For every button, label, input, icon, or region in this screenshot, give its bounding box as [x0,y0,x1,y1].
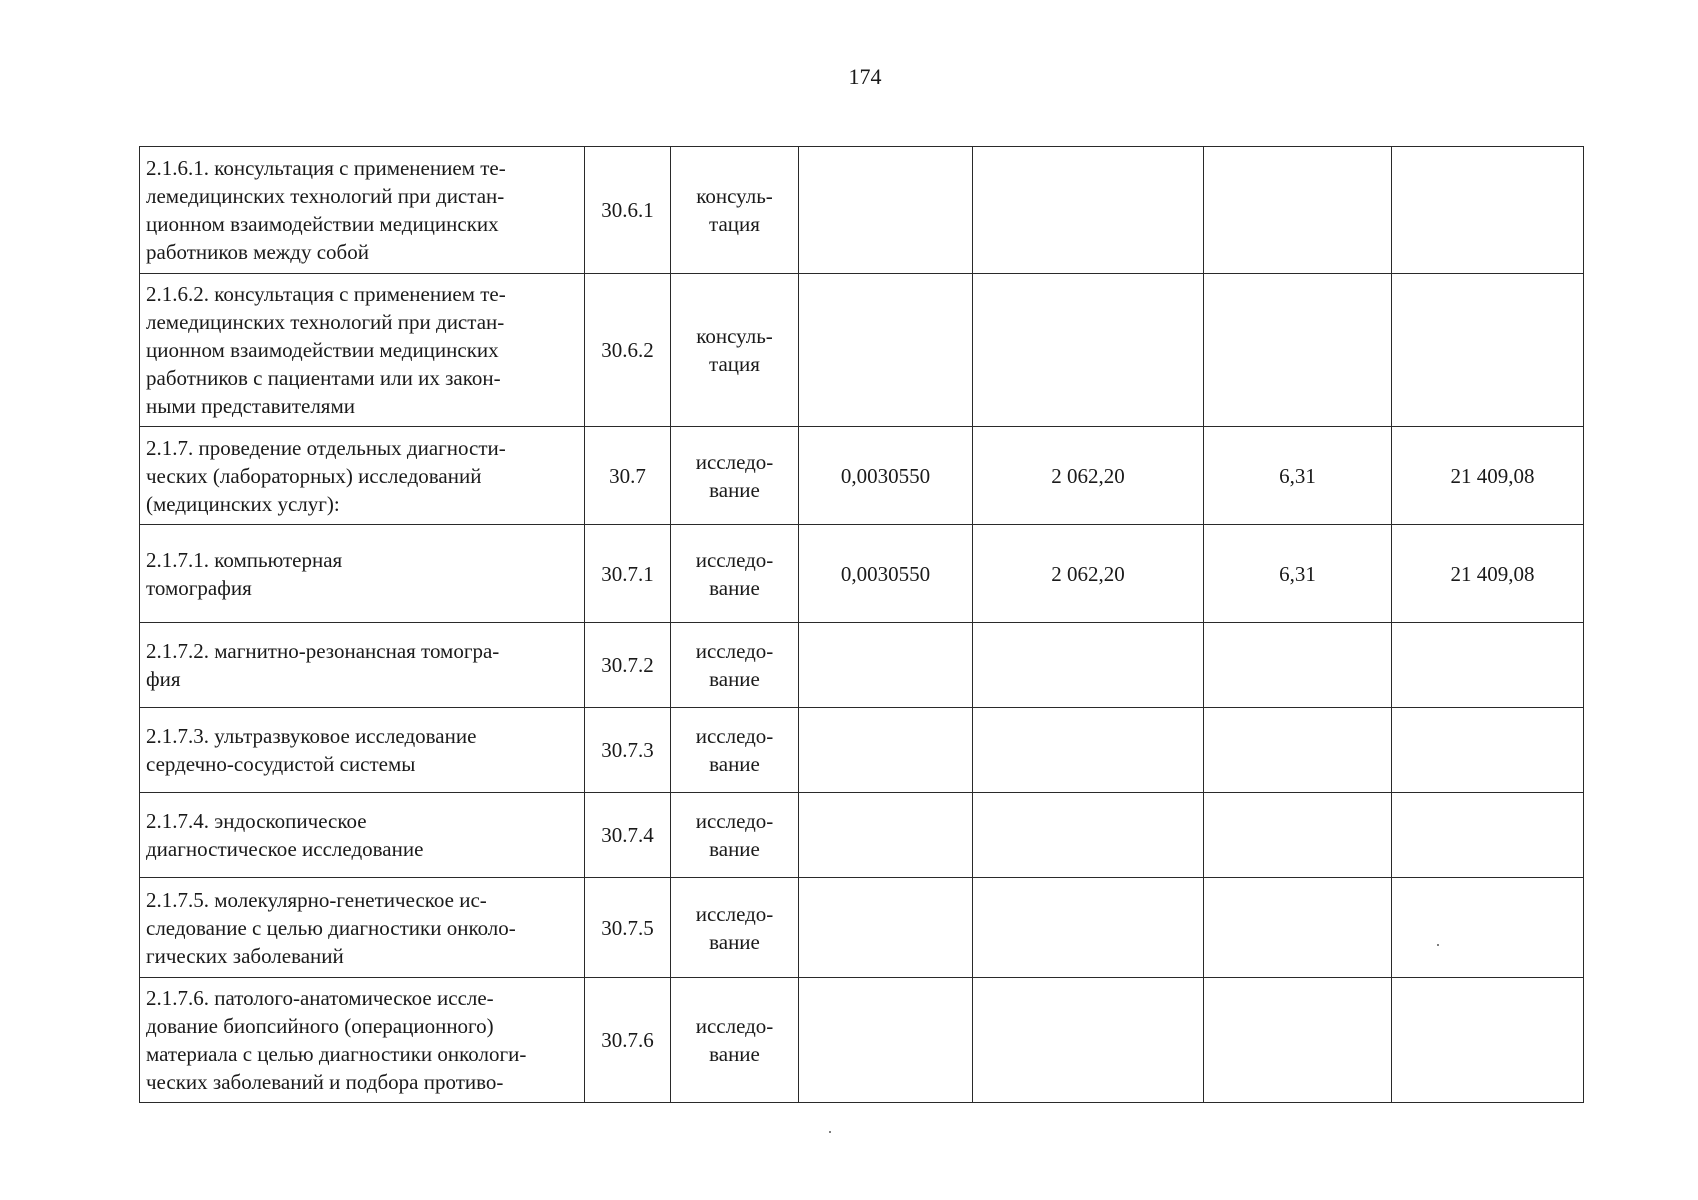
table-row [140,878,1584,978]
code-cell: 30.7.2 [585,623,671,708]
value-cell-1 [799,147,973,274]
table-row [140,708,1584,793]
service-name-line: ческих заболеваний и подбора противо- [146,1070,504,1094]
service-name-line: 2.1.7.3. ультразвуковое исследование [146,724,477,748]
value-cell-2 [973,708,1204,793]
unit-line: консуль- [696,184,773,208]
value-cell-3 [1204,623,1392,708]
unit-line: вание [709,752,760,776]
unit-line: вание [709,667,760,691]
value-cell-4 [1392,708,1584,793]
value-cell-3 [1204,793,1392,878]
unit-line: исследо- [695,547,774,572]
unit-line: исследо- [695,809,774,833]
value-cell-3 [1204,878,1392,978]
service-name-line: фия [146,667,181,691]
service-name-cell [140,427,585,525]
service-name-line: 2.1.7.5. молекулярно-генетическое ис- [146,887,487,912]
service-name-cell [140,274,585,427]
unit-cell [671,708,799,793]
code-cell: 30.7.3 [585,708,671,793]
value-cell-3 [1204,978,1392,1103]
value-cell-3: 6,31 [1204,427,1392,525]
value-cell-2: 2 062,20 [973,427,1204,525]
service-name-cell [140,793,585,878]
service-name-cell [140,525,585,623]
service-name-line: сердечно-сосудистой системы [146,752,416,776]
value-cell-1 [799,274,973,427]
service-name-line: 2.1.7.2. магнитно-резонансная томогра- [146,639,500,663]
table-row [140,427,1584,525]
service-name-line: лемедицинских технологий при дистан- [146,184,505,208]
unit-line: тация [709,212,760,236]
table-row [140,274,1584,427]
code-cell: 30.7.4 [585,793,671,878]
value-cell-2 [973,147,1204,274]
unit-cell [671,978,799,1103]
unit-line: исследо- [695,449,774,474]
unit-line: тация [709,352,760,376]
service-name-line: ческих (лабораторных) исследований [146,463,482,488]
unit-line: вание [709,477,760,502]
service-name-line: 2.1.6.2. консультация с применением те- [146,282,506,306]
service-name-line: лемедицинских технологий при дистан- [146,310,505,334]
service-name-line: 2.1.7.4. эндоскопическое [146,809,367,833]
unit-line: исследо- [695,901,774,926]
page-number: 174 [848,64,882,89]
service-name-line: следование с целью диагностики онколо- [146,915,516,940]
unit-line: вание [709,929,760,954]
service-name-line: ными представителями [146,394,355,418]
service-name-line: 2.1.7.1. компьютерная [146,547,343,572]
service-name-line: томография [146,575,252,600]
code-cell: 30.7.5 [585,878,671,978]
service-name-cell [140,978,585,1103]
unit-line: вание [709,575,760,600]
service-name-line: дование биопсийного (операционного) [146,1014,494,1038]
code-cell: 30.7.6 [585,978,671,1103]
code-cell: 30.7 [585,427,671,525]
service-name-line: работников с пациентами или их закон- [146,366,501,390]
service-name-line: 2.1.6.1. консультация с применением те- [146,156,506,180]
value-cell-2 [973,978,1204,1103]
unit-cell [671,878,799,978]
unit-line: вание [709,837,760,861]
value-cell-4 [1392,978,1584,1103]
value-cell-3 [1204,274,1392,427]
value-cell-4 [1392,274,1584,427]
value-cell-2 [973,274,1204,427]
value-cell-4 [1392,793,1584,878]
code-cell: 30.7.1 [585,525,671,623]
service-name-cell [140,878,585,978]
value-cell-2 [973,793,1204,878]
table-row [140,978,1584,1103]
code-cell: 30.6.2 [585,274,671,427]
code-cell: 30.6.1 [585,147,671,274]
service-name-line: 2.1.7.6. патолого-анатомическое иссле- [146,986,494,1010]
value-cell-1 [799,793,973,878]
tariff-table [139,146,1584,1103]
value-cell-1 [799,708,973,793]
unit-cell [671,623,799,708]
service-name-cell [140,623,585,708]
value-cell-1 [799,623,973,708]
value-cell-1: 0,0030550 [799,427,973,525]
service-name-cell [140,708,585,793]
service-name-line: работников между собой [146,240,369,264]
table-row [140,525,1584,623]
table-row [140,147,1584,274]
unit-line: исследо- [695,1014,774,1038]
service-name-line: (медицинских услуг): [146,491,340,516]
value-cell-1 [799,978,973,1103]
unit-cell [671,274,799,427]
value-cell-4 [1392,623,1584,708]
value-cell-2 [973,623,1204,708]
table-row [140,623,1584,708]
value-cell-4: 21 409,08 [1392,525,1584,623]
value-cell-2: 2 062,20 [973,525,1204,623]
unit-cell [671,525,799,623]
service-name-cell [140,147,585,274]
unit-cell [671,793,799,878]
unit-line: исследо- [695,639,774,663]
scan-speck [829,1131,831,1133]
value-cell-4 [1392,878,1584,978]
value-cell-1: 0,0030550 [799,525,973,623]
value-cell-4 [1392,147,1584,274]
value-cell-3 [1204,147,1392,274]
unit-cell [671,427,799,525]
service-name-line: материала с целью диагностики онкологи- [146,1042,527,1066]
value-cell-3: 6,31 [1204,525,1392,623]
scan-speck [1437,944,1439,946]
unit-cell [671,147,799,274]
unit-line: вание [709,1042,760,1066]
unit-line: консуль- [696,324,773,348]
value-cell-4: 21 409,08 [1392,427,1584,525]
service-name-line: ционном взаимодействии медицинских [146,338,499,362]
value-cell-3 [1204,708,1392,793]
service-name-line: ционном взаимодействии медицинских [146,212,499,236]
service-name-line: 2.1.7. проведение отдельных диагности- [146,435,506,460]
unit-line: исследо- [695,724,774,748]
table-row [140,793,1584,878]
service-name-line: гических заболеваний [146,943,344,968]
value-cell-2 [973,878,1204,978]
service-name-line: диагностическое исследование [146,837,424,861]
value-cell-1 [799,878,973,978]
